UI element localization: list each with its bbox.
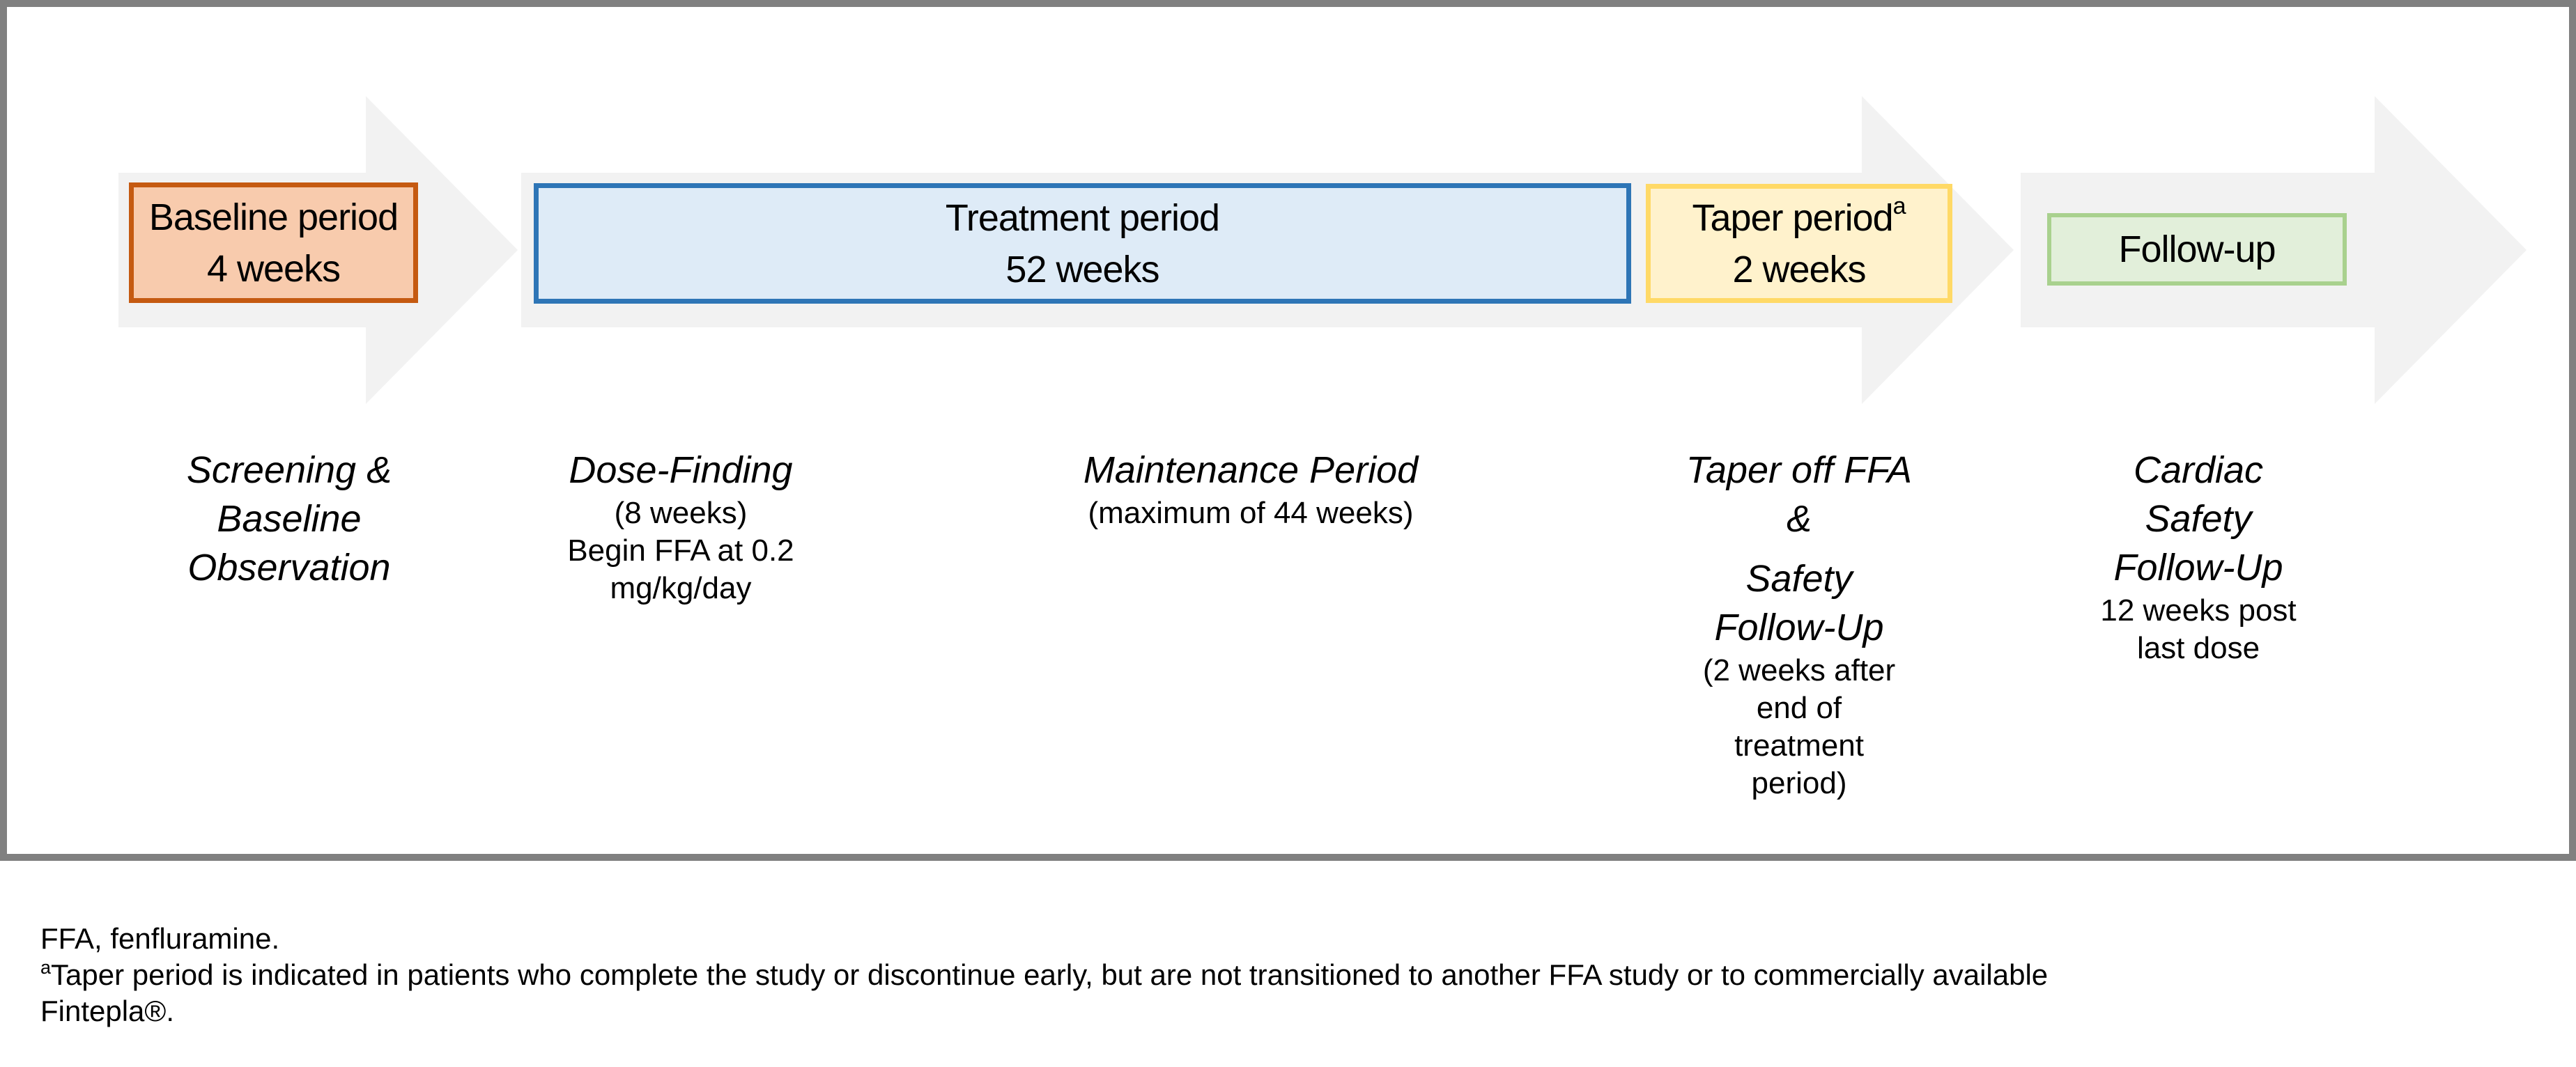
annotation-maintenance xyxy=(1007,446,1495,532)
taper-period-label-text: Taper period xyxy=(1692,196,1893,239)
annotation-line: last dose xyxy=(2136,631,2260,665)
annotation-line: 12 weeks post xyxy=(2100,593,2297,628)
annotation-spacer xyxy=(1625,543,1973,554)
annotation-dose-finding xyxy=(507,446,855,607)
footnote-abbreviation: FFA, fenfluramine. xyxy=(40,922,280,955)
annotation-line: Taper off FFA xyxy=(1686,449,1913,491)
follow-up-box xyxy=(2047,213,2347,286)
footnote-taper xyxy=(40,957,2549,993)
annotation-line: Observation xyxy=(187,547,391,589)
taper-period-label xyxy=(1692,192,1906,244)
footnote-taper-marker: a xyxy=(40,957,52,978)
annotation-line: (8 weeks) xyxy=(614,496,748,530)
annotation-line: Safety xyxy=(1745,558,1853,600)
annotation-line: Cardiac xyxy=(2133,449,2264,491)
baseline-period-label: Baseline period xyxy=(148,196,399,238)
annotation-line: Follow-Up xyxy=(1714,607,1884,648)
annotation-line: (maximum of 44 weeks) xyxy=(1088,496,1414,530)
footnotes xyxy=(40,921,2549,1029)
annotation-line: Safety xyxy=(2145,498,2252,540)
footnote-taper-text: Taper period is indicated in patients who complete the study or discontinue early, but are not transitioned to another FFA study or to commercially available xyxy=(51,958,2049,991)
baseline-period-box xyxy=(129,182,418,303)
annotation-cardiac-safety xyxy=(2024,446,2373,667)
annotation-line: Baseline xyxy=(217,498,362,540)
annotation-line: end of xyxy=(1756,691,1842,725)
annotation-line: & xyxy=(1786,498,1812,540)
annotation-line: Screening & xyxy=(186,449,392,491)
taper-footnote-marker: a xyxy=(1892,192,1906,219)
flow-arrow-followup-head-icon xyxy=(2375,96,2527,404)
annotation-line: Follow-Up xyxy=(2113,547,2283,589)
annotation-line: mg/kg/day xyxy=(610,571,752,605)
annotation-line: treatment xyxy=(1734,729,1864,763)
taper-period-duration: 2 weeks xyxy=(1732,248,1866,290)
annotation-line: period) xyxy=(1751,766,1847,800)
annotation-line: (2 weeks after xyxy=(1702,653,1896,687)
annotation-line: Maintenance Period xyxy=(1083,449,1419,491)
annotation-line: Begin FFA at 0.2 xyxy=(567,534,794,568)
taper-period-box xyxy=(1646,184,1952,303)
follow-up-label: Follow-up xyxy=(2118,228,2276,270)
treatment-period-label: Treatment period xyxy=(945,196,1220,239)
treatment-period-box xyxy=(534,183,1631,304)
footnote-fintepla: Fintepla®. xyxy=(40,995,175,1027)
baseline-period-duration: 4 weeks xyxy=(206,247,341,290)
treatment-period-duration: 52 weeks xyxy=(1005,248,1159,290)
annotation-line: Dose-Finding xyxy=(569,449,793,491)
annotation-screening xyxy=(115,446,463,592)
annotation-taper-safety xyxy=(1625,446,1973,802)
